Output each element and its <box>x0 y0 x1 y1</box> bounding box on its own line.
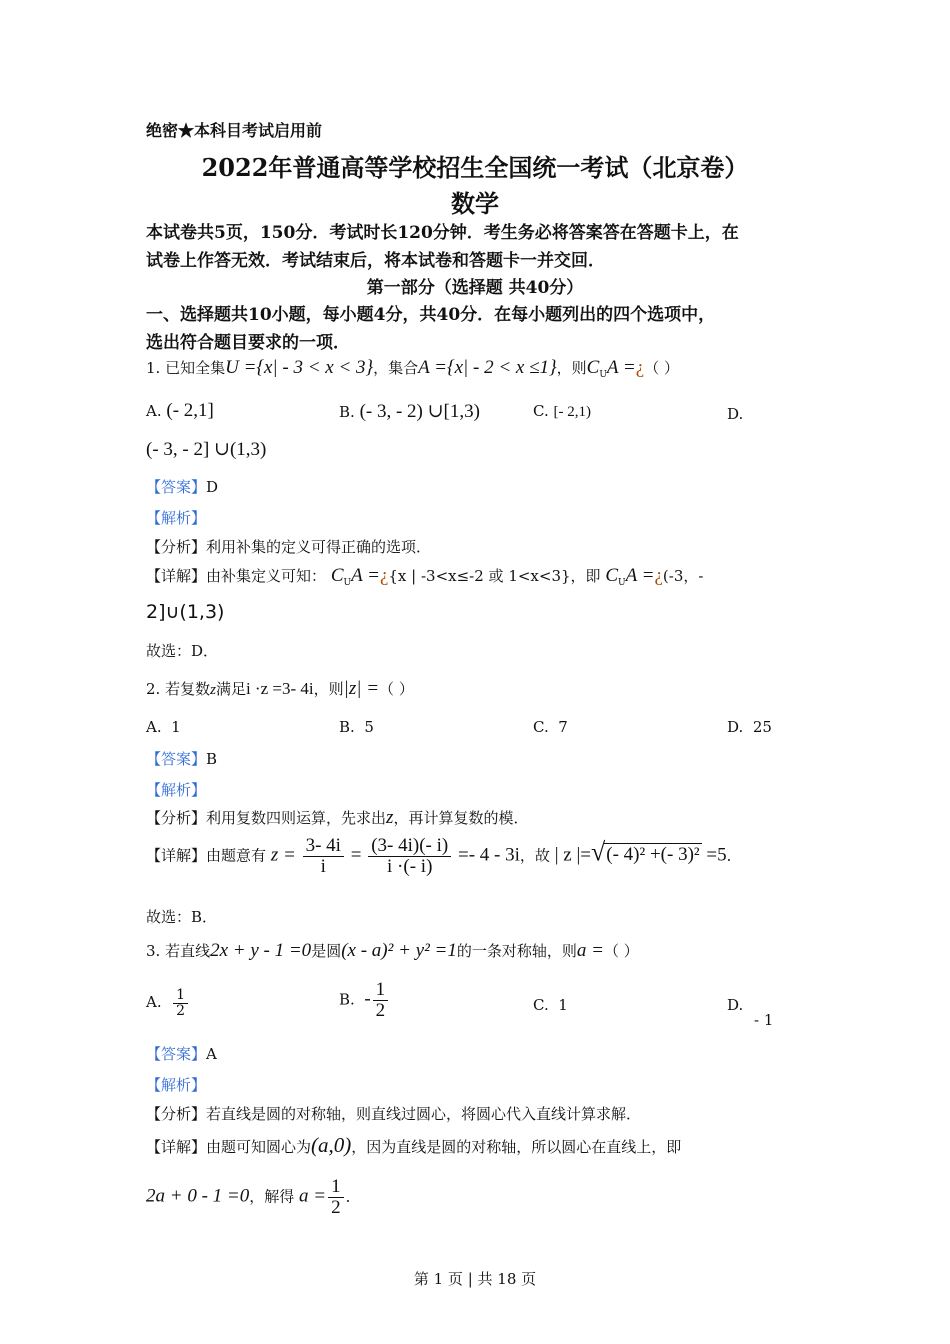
q1-stem-text-c: ，则 <box>556 359 587 377</box>
q3-stem <box>146 940 639 962</box>
q2-sqrt-body: (- 4)² +(- 3)² <box>606 844 700 866</box>
q2-option-b-value: 5 <box>364 718 374 736</box>
q3-paren: （ ） <box>603 942 639 960</box>
q3-option-b-den: 2 <box>375 999 386 1021</box>
q1-detail <box>146 565 703 588</box>
q3-option-a-den: 2 <box>176 1002 186 1019</box>
q2-fenxi <box>146 807 528 829</box>
q3-option-c-label: C. <box>533 996 549 1014</box>
q1-option-b-value: (- 3, - 2) ∪[1,3) <box>359 401 480 422</box>
q3-option-c <box>533 996 568 1014</box>
q1-option-a-label: A. <box>146 402 162 420</box>
q3-detail-continuation <box>146 1177 361 1218</box>
intro-line-1: 本试卷共5页，150分．考试时长120分钟．考生务必将答案答在答题卡上，在 <box>146 223 739 243</box>
sqrt-icon: √ <box>590 837 606 867</box>
intro-line-2: 试卷上作答无效．考试结束后，将本试卷和答题卡一并交回． <box>146 251 605 271</box>
q3-answer-value: A <box>206 1045 217 1063</box>
exam-title: 2022年普通高等学校招生全国统一考试（北京卷） <box>201 153 749 182</box>
q1-garbled-glyph: ¿ <box>635 357 645 378</box>
q1-detail-text-a: 由补集定义可知： <box>206 567 327 585</box>
q3-solution-den: 2 <box>331 1196 341 1218</box>
q1-option-a <box>146 400 214 422</box>
q2-option-d-value: 25 <box>752 718 772 736</box>
q3-answer <box>146 1043 217 1064</box>
q3-solution-num: 1 <box>328 1177 344 1198</box>
q2-option-a <box>146 718 181 736</box>
q2-dot: ． <box>726 846 742 865</box>
q1-detail-garbled-glyph: ¿ <box>379 565 389 586</box>
q1-detail-tag: 【详解】 <box>146 567 207 585</box>
q3-answer-tag: 【答案】 <box>146 1045 207 1063</box>
q3-option-a <box>146 988 190 1018</box>
q1-detail-garbled-glyph-2: ¿ <box>654 565 663 586</box>
q2-option-b-label: B. <box>339 718 355 736</box>
q2-answer-value: B <box>206 750 218 768</box>
q1-detail-text-c: (-3，- <box>662 567 704 585</box>
page-footer: 第 1 页 | 共 18 页 <box>413 1270 537 1288</box>
q1-detail-text-b: {x | -3<x≤-2 或 1<x<3}，即 <box>388 567 601 585</box>
q2-stem <box>146 678 414 700</box>
q2-paren: （ ） <box>379 680 414 698</box>
q2-mod-result: =5 <box>706 844 727 866</box>
q2-equation: i ·z =3- 4i <box>245 679 314 698</box>
q1-set-a: A ={x| - 2 < x ≤1} <box>418 357 557 378</box>
q2-option-c-label: C. <box>533 718 549 736</box>
q3-option-d <box>727 996 743 1014</box>
q2-abs-z: |z| = <box>343 678 380 699</box>
q2-option-c-value: 7 <box>558 718 568 736</box>
q2-fraction-1-num: 3- 4i <box>303 836 344 857</box>
q3-stem-text: 3. 若直线 <box>146 942 211 960</box>
q2-detail <box>146 836 742 877</box>
section-heading-2: 选出符合题目要求的一项． <box>146 333 350 353</box>
q3-eq-line: 2a + 0 - 1 =0 <box>146 1185 250 1207</box>
q3-option-c-value: 1 <box>558 996 568 1014</box>
q1-set-u: U ={x| - 3 < x < 3} <box>225 357 374 378</box>
q2-answer-tag: 【答案】 <box>146 750 207 768</box>
q1-option-d <box>727 405 743 423</box>
section-heading-1: 一、选择题共10小题，每小题4分，共40分．在每小题列出的四个选项中， <box>146 305 716 325</box>
q3-stem-text-c: 的一条对称轴，则 <box>456 942 577 960</box>
q2-option-d <box>727 718 772 736</box>
q2-stem-text-b: 满足 <box>215 680 246 698</box>
q2-detail-tag: 【详解】 <box>146 846 207 865</box>
q1-complement: C <box>586 357 600 378</box>
q1-detail-complement-sub-2: U <box>618 578 626 588</box>
q2-option-d-label: D. <box>727 718 744 736</box>
q1-fenxi-tag: 【分析】 <box>146 538 207 556</box>
q1-fenxi <box>146 536 431 557</box>
q1-option-b-label: B. <box>339 403 355 421</box>
q2-option-a-label: A. <box>146 718 162 736</box>
q3-solution-fraction <box>328 1177 344 1218</box>
q2-detail-text-b: ，故 <box>519 846 550 865</box>
q1-fenxi-text: 利用补集的定义可得正确的选项． <box>206 538 432 556</box>
q1-stem-text-b: ，集合 <box>373 359 419 377</box>
q1-analysis-tag: 【解析】 <box>146 509 207 527</box>
q3-dot: ． <box>345 1187 361 1206</box>
q3-option-b-label: B. <box>339 990 355 1009</box>
q3-stem-text-b: 是圆 <box>311 942 342 960</box>
q2-analysis-tag: 【解析】 <box>146 781 207 799</box>
q3-center: (a,0) <box>311 1133 352 1157</box>
q3-fenxi <box>146 1103 641 1124</box>
q3-option-a-num: 1 <box>173 988 188 1004</box>
q2-stem-text: 2. 若复数 <box>146 680 211 698</box>
part-heading: 第一部分（选择题 共40分） <box>366 278 584 298</box>
q3-option-d-label: D. <box>727 996 744 1014</box>
q2-result: =- 4 - 3i <box>458 844 520 866</box>
q2-option-b <box>339 718 374 736</box>
q2-fenxi-text-a: 利用复数四则运算，先求出 <box>206 809 387 827</box>
q2-fraction-2-den: i ·(- i) <box>387 855 433 877</box>
q1-option-a-value: (- 2,1] <box>166 400 214 421</box>
q1-detail-continuation: 2]∪(1,3) <box>146 601 225 623</box>
q3-option-d-value: - 1 <box>754 1011 774 1029</box>
q2-modulus: | z |= <box>554 844 591 866</box>
q3-option-b-sign: - <box>364 988 371 1010</box>
q1-detail-complement-sub: U <box>343 578 352 588</box>
q2-fraction-1-den: i <box>320 855 326 877</box>
q2-pick: 故选：B． <box>146 908 218 926</box>
q1-answer <box>146 476 218 497</box>
subject-title: 数学 <box>451 189 499 218</box>
q2-fenxi-z: z <box>386 807 394 828</box>
q3-detail-text-a: 由题可知圆心为 <box>206 1138 312 1156</box>
q1-option-b <box>339 400 480 423</box>
q3-analysis-tag: 【解析】 <box>146 1076 207 1094</box>
q1-detail-expr-tail-2: A = <box>625 565 655 586</box>
q1-expr-tail: A = <box>606 357 636 378</box>
q1-detail-complement: C <box>330 565 344 586</box>
q2-fraction-2-num: (3- 4i)(- i) <box>368 836 451 857</box>
q3-solution: a = <box>299 1185 327 1207</box>
q1-pick: 故选：D． <box>146 642 219 660</box>
secret-label: 绝密★本科目考试启用前 <box>146 121 323 140</box>
q2-fraction-1 <box>303 836 344 877</box>
q1-complement-sub: U <box>599 370 607 380</box>
q3-detail-text-b: ，因为直线是圆的对称轴，所以圆心在直线上，即 <box>351 1138 682 1156</box>
q2-stem-text-c: ，则 <box>313 680 344 698</box>
q2-answer <box>146 748 217 769</box>
q1-option-c-value: [- 2,1) <box>553 404 591 420</box>
q2-option-c <box>533 718 568 736</box>
q1-paren: （ ） <box>644 359 679 377</box>
q2-option-a-value: 1 <box>171 718 181 736</box>
q3-detail-text-c: ，解得 <box>249 1187 295 1206</box>
q3-circle: (x - a)² + y² =1 <box>341 940 457 961</box>
q2-detail-text-a: 由题意有 <box>206 846 267 865</box>
q2-z: z <box>210 682 216 698</box>
q1-option-d-value-text: (- 3, - 2] ∪(1,3) <box>146 439 267 460</box>
q3-option-b-num: 1 <box>373 980 389 1001</box>
q2-fraction-2 <box>368 836 451 877</box>
q3-line: 2x + y - 1 =0 <box>210 940 312 961</box>
q1-option-c-label: C. <box>533 402 549 420</box>
q3-option-b <box>339 980 390 1021</box>
q2-detail-z-eq: z = <box>270 844 296 866</box>
q2-fenxi-tag: 【分析】 <box>146 809 207 827</box>
q3-fenxi-text: 若直线是圆的对称轴，则直线过圆心，将圆心代入直线计算求解． <box>206 1105 642 1123</box>
q3-option-a-fraction <box>173 988 188 1018</box>
q1-detail-complement-2: C <box>605 565 619 586</box>
q1-stem <box>146 357 679 380</box>
q2-fenxi-text-b: ，再计算复数的模． <box>393 809 529 827</box>
q3-option-a-label: A. <box>146 993 162 1012</box>
q3-option-b-fraction <box>373 980 389 1021</box>
q1-option-d-label: D. <box>727 405 744 423</box>
q1-stem-text: 1. 已知全集 <box>146 359 226 377</box>
q3-a-eq: a = <box>576 940 604 961</box>
q1-option-c <box>533 402 591 421</box>
q1-answer-value: D <box>206 478 219 496</box>
q3-fenxi-tag: 【分析】 <box>146 1105 207 1123</box>
q1-answer-tag: 【答案】 <box>146 478 207 496</box>
q1-option-d-value <box>146 438 266 461</box>
q3-detail-tag: 【详解】 <box>146 1138 207 1156</box>
q1-detail-expr-tail: A = <box>351 565 380 586</box>
q3-detail <box>146 1133 681 1158</box>
q2-equals: = <box>350 844 362 866</box>
